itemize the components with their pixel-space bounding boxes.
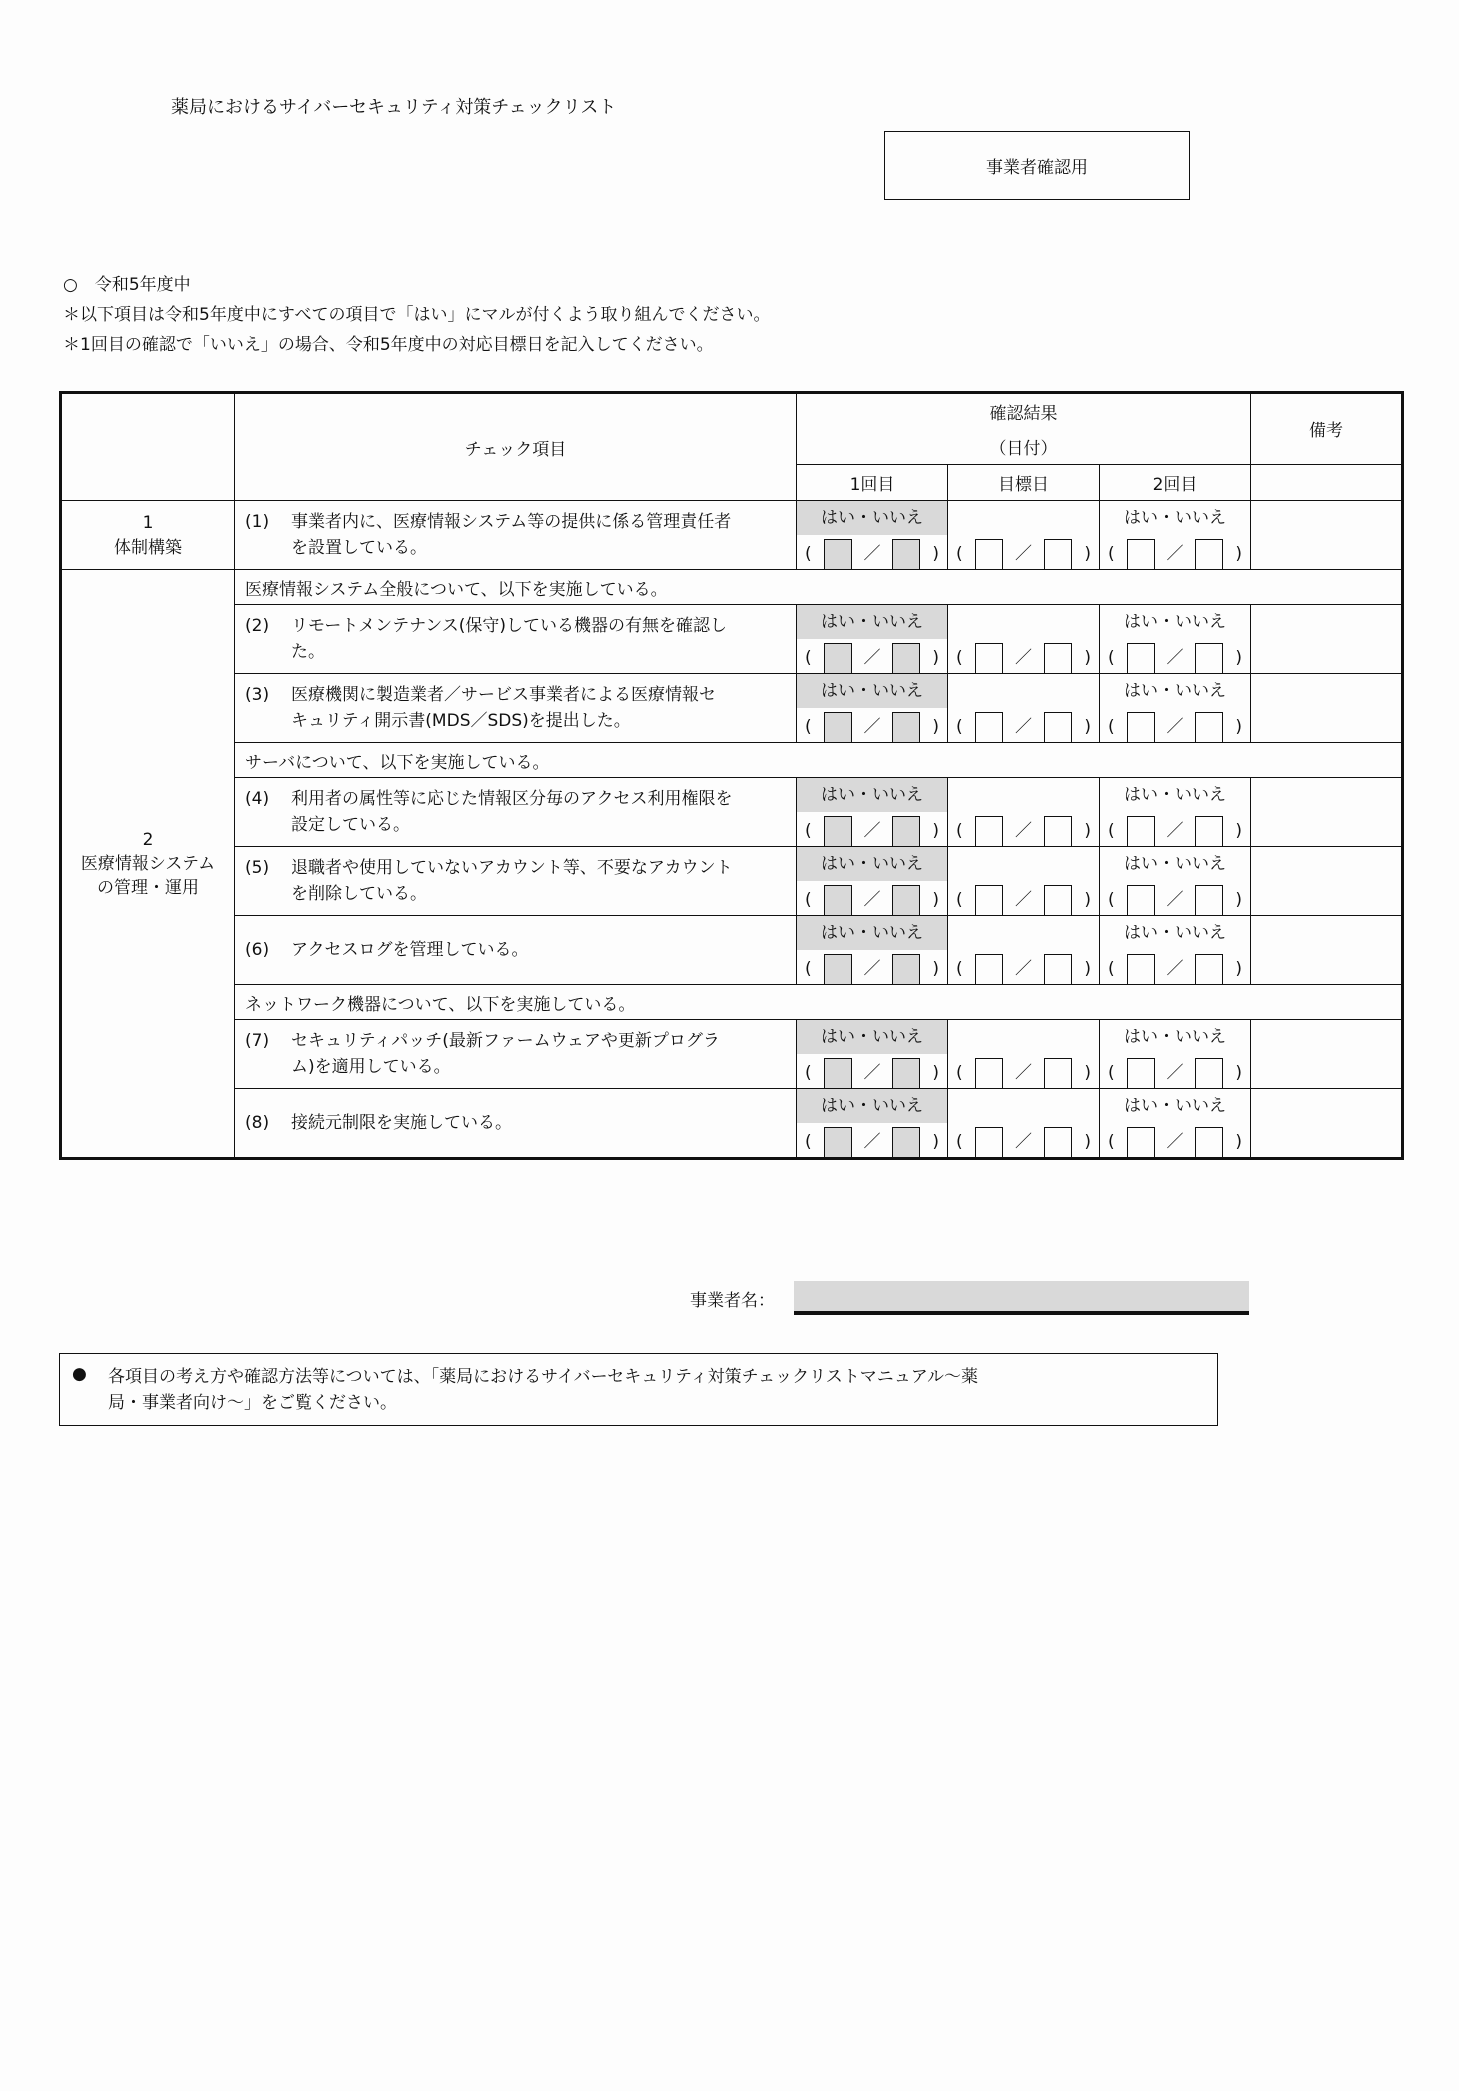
category-label: 体制構築: [114, 537, 182, 558]
category-label: 医療情報システム: [80, 853, 216, 874]
check-item: [235, 916, 797, 985]
date-input[interactable]: [1195, 885, 1223, 915]
check-item: [235, 1089, 797, 1159]
result-target-cell: [948, 847, 1100, 916]
open-paren: (: [805, 959, 812, 979]
date-input[interactable]: [1127, 1127, 1155, 1157]
date-input[interactable]: [975, 712, 1003, 742]
date-input[interactable]: [824, 954, 852, 984]
category-1: [61, 501, 235, 570]
yes-no-option[interactable]: はい・いいえ: [1124, 1027, 1226, 1047]
date-input[interactable]: [1044, 643, 1072, 673]
slash: ／: [1014, 717, 1032, 737]
open-paren: (: [805, 717, 812, 737]
table-row: [61, 674, 1403, 743]
close-paren: ): [1235, 821, 1242, 841]
table-row: [61, 1020, 1403, 1089]
close-paren: ): [932, 648, 939, 668]
check-item: [235, 1020, 797, 1089]
date-input[interactable]: [1195, 816, 1223, 846]
slash: ／: [1014, 1132, 1032, 1152]
slash: ／: [1014, 890, 1032, 910]
date-input[interactable]: [892, 1058, 920, 1088]
slash: ／: [1014, 544, 1032, 564]
table-row: [61, 605, 1403, 674]
table-row: [61, 1089, 1403, 1159]
date-input[interactable]: [892, 954, 920, 984]
open-paren: (: [805, 544, 812, 564]
yes-no-option[interactable]: はい・いいえ: [1124, 612, 1226, 632]
open-paren: (: [956, 717, 963, 737]
item-text: 医療機関に製造業者／サービス事業者による医療情報セ: [291, 685, 716, 705]
header-check-item: チェック項目: [235, 393, 797, 501]
date-input[interactable]: [892, 712, 920, 742]
date-input[interactable]: [824, 643, 852, 673]
close-paren: ): [1235, 890, 1242, 910]
date-input[interactable]: [892, 885, 920, 915]
slash: ／: [1166, 1132, 1184, 1152]
date-input[interactable]: [892, 539, 920, 569]
date-input[interactable]: [1044, 539, 1072, 569]
slash: ／: [1166, 959, 1184, 979]
remarks-cell[interactable]: [1251, 605, 1403, 674]
yes-no-option[interactable]: はい・いいえ: [1124, 854, 1226, 874]
fiscal-year-note: ○ 令和5年度中: [63, 275, 191, 295]
open-paren: (: [956, 544, 963, 564]
date-input[interactable]: [1127, 539, 1155, 569]
date-input[interactable]: [892, 643, 920, 673]
result-target-cell: [948, 1020, 1100, 1089]
section-header: サーバについて、以下を実施している。: [235, 743, 1403, 778]
date-input[interactable]: [1195, 643, 1223, 673]
item-number: (4): [245, 789, 270, 809]
yes-no-option[interactable]: はい・いいえ: [1124, 681, 1226, 701]
manual-note: [59, 1353, 1218, 1426]
date-input[interactable]: [975, 885, 1003, 915]
slash: ／: [863, 959, 881, 979]
yes-no-option[interactable]: はい・いいえ: [1124, 923, 1226, 943]
category-label: の管理・運用: [97, 877, 199, 898]
open-paren: (: [956, 1063, 963, 1083]
item-number: (8): [245, 1113, 270, 1133]
item-text: ム)を適用している。: [291, 1057, 451, 1077]
category-2: [61, 570, 235, 1159]
yes-no-option[interactable]: はい・いいえ: [797, 501, 947, 535]
open-paren: (: [1108, 648, 1115, 668]
open-paren: (: [805, 1132, 812, 1152]
open-paren: (: [805, 648, 812, 668]
date-input[interactable]: [824, 816, 852, 846]
header-remarks: 備考: [1251, 393, 1403, 465]
open-paren: (: [1108, 1063, 1115, 1083]
stamp-label: 事業者確認用: [986, 158, 1088, 178]
date-input[interactable]: [1195, 954, 1223, 984]
date-input[interactable]: [1044, 712, 1072, 742]
date-input[interactable]: [1195, 1058, 1223, 1088]
close-paren: ): [1235, 544, 1242, 564]
result-target-cell: [948, 605, 1100, 674]
check-item: [235, 605, 797, 674]
close-paren: ): [1084, 890, 1091, 910]
item-text: 利用者の属性等に応じた情報区分毎のアクセス利用権限を: [291, 789, 733, 809]
result-second-cell: [1100, 1020, 1251, 1089]
checklist-table: [59, 391, 1404, 1160]
slash: ／: [1014, 1063, 1032, 1083]
slash: ／: [863, 821, 881, 841]
instructions: [63, 270, 770, 360]
open-paren: (: [805, 1063, 812, 1083]
remarks-cell[interactable]: [1251, 674, 1403, 743]
yes-no-option[interactable]: はい・いいえ: [797, 674, 947, 708]
slash: ／: [863, 1132, 881, 1152]
slash: ／: [863, 544, 881, 564]
instruction-note: ＊1回目の確認で「いいえ」の場合、令和5年度中の対応目標日を記入してください。: [63, 335, 714, 355]
result-first-cell: [797, 674, 948, 743]
item-text: 接続元制限を実施している。: [291, 1113, 512, 1133]
item-text: 退職者や使用していないアカウント等、不要なアカウント: [291, 858, 733, 878]
business-name-label: 事業者名：: [690, 1291, 775, 1311]
yes-no-option[interactable]: はい・いいえ: [1124, 785, 1226, 805]
date-input[interactable]: [1195, 1127, 1223, 1157]
date-input[interactable]: [1044, 885, 1072, 915]
slash: ／: [1166, 717, 1184, 737]
result-target-cell: [948, 916, 1100, 985]
date-input[interactable]: [824, 712, 852, 742]
result-first-cell: [797, 916, 948, 985]
close-paren: ): [1235, 959, 1242, 979]
category-number: 2: [142, 829, 154, 850]
open-paren: (: [1108, 959, 1115, 979]
close-paren: ): [1084, 821, 1091, 841]
slash: ／: [1166, 821, 1184, 841]
yes-no-option[interactable]: はい・いいえ: [797, 847, 947, 881]
slash: ／: [863, 648, 881, 668]
table-row: [61, 778, 1403, 847]
open-paren: (: [956, 1132, 963, 1152]
remarks-cell[interactable]: [1251, 1020, 1403, 1089]
close-paren: ): [1084, 1063, 1091, 1083]
remarks-cell[interactable]: [1251, 778, 1403, 847]
open-paren: (: [1108, 890, 1115, 910]
item-text: 事業者内に、医療情報システム等の提供に係る管理責任者: [291, 512, 732, 532]
header-target: 目標日: [948, 465, 1100, 501]
result-target-cell: [948, 501, 1100, 570]
result-target-cell: [948, 1089, 1100, 1159]
result-second-cell: [1100, 605, 1251, 674]
yes-no-option[interactable]: はい・いいえ: [797, 1089, 947, 1123]
bullet-icon: ●: [72, 1364, 87, 1384]
close-paren: ): [932, 1132, 939, 1152]
close-paren: ): [932, 717, 939, 737]
yes-no-option[interactable]: はい・いいえ: [1124, 1096, 1226, 1116]
item-number: (3): [245, 685, 270, 705]
item-number: (6): [245, 940, 270, 960]
open-paren: (: [1108, 1132, 1115, 1152]
slash: ／: [863, 890, 881, 910]
slash: ／: [1166, 1063, 1184, 1083]
date-input[interactable]: [1044, 816, 1072, 846]
open-paren: (: [956, 890, 963, 910]
result-second-cell: [1100, 916, 1251, 985]
item-text: キュリティ開示書(MDS／SDS)を提出した。: [291, 711, 631, 731]
date-input[interactable]: [975, 539, 1003, 569]
document-title: 薬局におけるサイバーセキュリティ対策チェックリスト: [171, 97, 617, 118]
section-row: [61, 570, 1403, 605]
item-number: (2): [245, 616, 270, 636]
result-first-cell: [797, 1089, 948, 1159]
header-second: 2回目: [1100, 465, 1251, 501]
result-second-cell: [1100, 1089, 1251, 1159]
result-first-cell: [797, 778, 948, 847]
note-text: 各項目の考え方や確認方法等については、「薬局におけるサイバーセキュリティ対策チェックリストマニュアル～薬: [108, 1367, 979, 1387]
date-input[interactable]: [1044, 954, 1072, 984]
result-target-cell: [948, 674, 1100, 743]
check-item: [235, 778, 797, 847]
header-first: 1回目: [797, 465, 948, 501]
date-label: （日付）: [989, 439, 1058, 459]
slash: ／: [1166, 890, 1184, 910]
date-input[interactable]: [1044, 1058, 1072, 1088]
close-paren: ): [1235, 648, 1242, 668]
close-paren: ): [932, 821, 939, 841]
date-input[interactable]: [824, 539, 852, 569]
open-paren: (: [805, 890, 812, 910]
close-paren: ): [1084, 717, 1091, 737]
date-input[interactable]: [824, 1127, 852, 1157]
date-input[interactable]: [1127, 816, 1155, 846]
close-paren: ): [1084, 1132, 1091, 1152]
close-paren: ): [932, 959, 939, 979]
slash: ／: [1166, 544, 1184, 564]
slash: ／: [863, 1063, 881, 1083]
date-input[interactable]: [824, 1058, 852, 1088]
item-text: セキュリティパッチ(最新ファームウェアや更新プログラ: [291, 1031, 720, 1051]
yes-no-option[interactable]: はい・いいえ: [797, 916, 947, 950]
check-item: [235, 847, 797, 916]
close-paren: ): [932, 544, 939, 564]
date-input[interactable]: [892, 1127, 920, 1157]
item-text: を削除している。: [291, 884, 427, 904]
result-first-cell: [797, 1020, 948, 1089]
item-text: リモートメンテナンス(保守)している機器の有無を確認し: [291, 616, 728, 636]
remarks-cell[interactable]: [1251, 847, 1403, 916]
check-item: [235, 674, 797, 743]
result-label: 確認結果: [989, 404, 1058, 424]
close-paren: ): [1084, 544, 1091, 564]
item-text: た。: [291, 642, 325, 662]
close-paren: ): [1235, 1132, 1242, 1152]
open-paren: (: [1108, 821, 1115, 841]
date-input[interactable]: [1127, 643, 1155, 673]
business-name-field[interactable]: [794, 1281, 1249, 1315]
category-number: 1: [142, 512, 154, 533]
result-second-cell: [1100, 501, 1251, 570]
date-input[interactable]: [1127, 954, 1155, 984]
result-target-cell: [948, 778, 1100, 847]
item-text: を設置している。: [291, 538, 427, 558]
table-row: [61, 501, 1403, 570]
stamp-box: [884, 131, 1190, 200]
remarks-cell[interactable]: [1251, 1089, 1403, 1159]
date-input[interactable]: [1044, 1127, 1072, 1157]
result-first-cell: [797, 847, 948, 916]
slash: ／: [863, 717, 881, 737]
item-text: アクセスログを管理している。: [291, 940, 529, 960]
date-input[interactable]: [975, 1127, 1003, 1157]
date-input[interactable]: [1195, 712, 1223, 742]
item-number: (1): [245, 512, 270, 532]
remarks-cell[interactable]: [1251, 916, 1403, 985]
slash: ／: [1014, 959, 1032, 979]
table-row: [61, 847, 1403, 916]
item-number: (5): [245, 858, 270, 878]
open-paren: (: [956, 648, 963, 668]
date-input[interactable]: [824, 885, 852, 915]
yes-no-option[interactable]: はい・いいえ: [797, 1020, 947, 1054]
date-input[interactable]: [1195, 539, 1223, 569]
open-paren: (: [956, 821, 963, 841]
result-second-cell: [1100, 674, 1251, 743]
yes-no-option[interactable]: はい・いいえ: [797, 605, 947, 639]
date-input[interactable]: [975, 954, 1003, 984]
result-second-cell: [1100, 778, 1251, 847]
date-input[interactable]: [975, 643, 1003, 673]
date-input[interactable]: [975, 816, 1003, 846]
slash: ／: [1166, 648, 1184, 668]
item-number: (7): [245, 1031, 270, 1051]
date-input[interactable]: [1127, 1058, 1155, 1088]
date-input[interactable]: [1127, 885, 1155, 915]
date-input[interactable]: [975, 1058, 1003, 1088]
yes-no-option[interactable]: はい・いいえ: [1124, 508, 1226, 528]
close-paren: ): [932, 890, 939, 910]
section-header: 医療情報システム全般について、以下を実施している。: [235, 570, 1403, 605]
close-paren: ): [1235, 1063, 1242, 1083]
date-input[interactable]: [1127, 712, 1155, 742]
yes-no-option[interactable]: はい・いいえ: [797, 778, 947, 812]
date-input[interactable]: [892, 816, 920, 846]
section-row: [61, 743, 1403, 778]
header-blank: [61, 393, 235, 501]
slash: ／: [1014, 648, 1032, 668]
result-second-cell: [1100, 847, 1251, 916]
close-paren: ): [1084, 648, 1091, 668]
instruction-note: ＊以下項目は令和5年度中にすべての項目で「はい」にマルが付くよう取り組んでください。: [63, 305, 771, 325]
header-blank: [1251, 465, 1403, 501]
header-result: [797, 393, 1251, 465]
note-text: 局・事業者向け～」をご覧ください。: [108, 1393, 397, 1413]
check-item: [235, 501, 797, 570]
result-first-cell: [797, 605, 948, 674]
open-paren: (: [805, 821, 812, 841]
section-row: [61, 985, 1403, 1020]
result-first-cell: [797, 501, 948, 570]
open-paren: (: [956, 959, 963, 979]
close-paren: ): [1235, 717, 1242, 737]
close-paren: ): [1084, 959, 1091, 979]
item-text: 設定している。: [291, 815, 410, 835]
section-header: ネットワーク機器について、以下を実施している。: [235, 985, 1403, 1020]
remarks-cell[interactable]: [1251, 501, 1403, 570]
table-row: [61, 916, 1403, 985]
slash: ／: [1014, 821, 1032, 841]
open-paren: (: [1108, 717, 1115, 737]
close-paren: ): [932, 1063, 939, 1083]
open-paren: (: [1108, 544, 1115, 564]
